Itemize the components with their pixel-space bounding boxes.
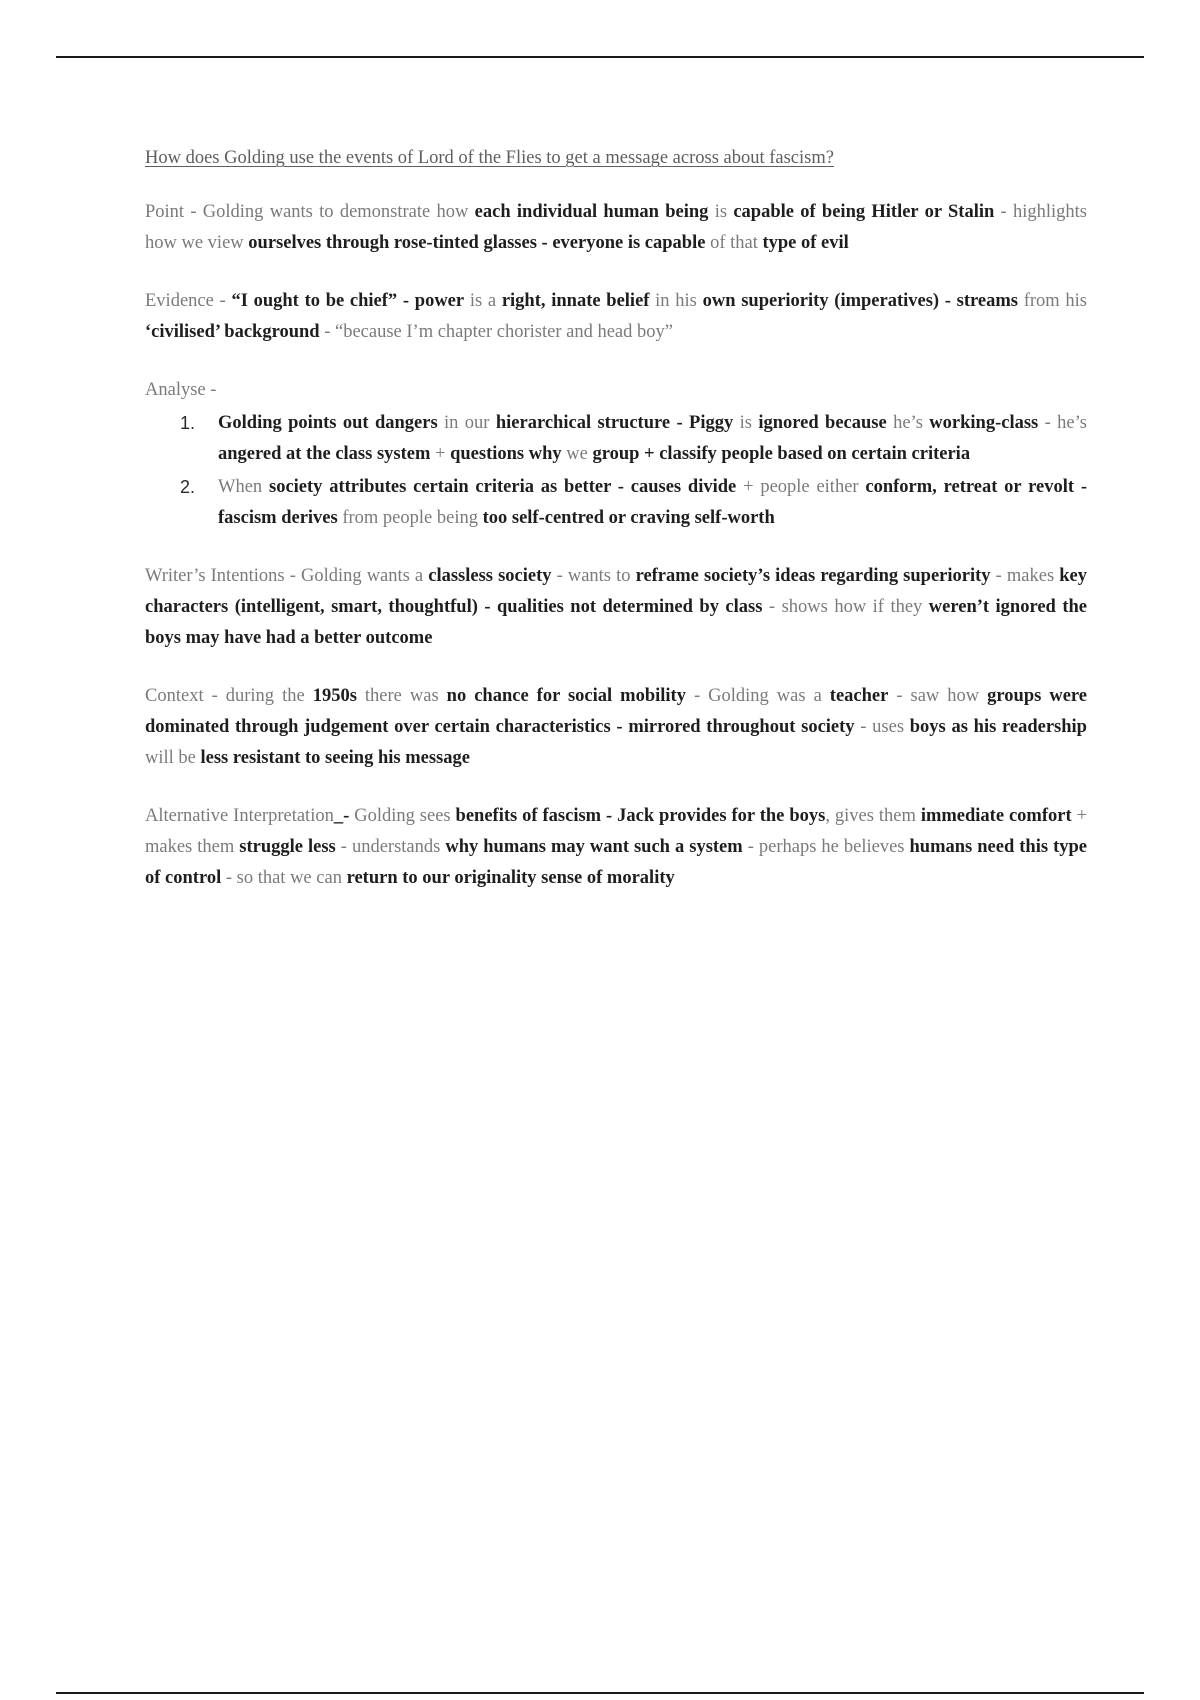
body-text: Evidence - (145, 291, 232, 311)
body-text: - Golding was a (685, 686, 830, 706)
body-text: Golding sees (349, 806, 456, 826)
emphasis-text: ourselves through rose-tinted glasses - everyone is capable (248, 233, 706, 253)
emphasis-text: own superiority (imperatives) - streams (702, 291, 1018, 311)
emphasis-text: return to our originality sense of morality (346, 868, 675, 888)
emphasis-text: weren’t ignored the boys may have had a better outcome (145, 597, 1087, 648)
body-text: Writer’s Intentions - Golding wants a (145, 566, 429, 586)
emphasis-text: struggle less (239, 837, 336, 857)
body-text: is a (464, 291, 502, 311)
point-paragraph (145, 197, 1087, 259)
body-text: - understands (335, 837, 446, 857)
body-text: - wants to (551, 566, 636, 586)
body-text: - highlights how we view (145, 202, 1087, 253)
body-text: Point - Golding wants to demonstrate how (145, 202, 475, 222)
emphasis-text: angered at the class system (218, 444, 431, 464)
body-text: of that (705, 233, 763, 253)
emphasis-text: questions why (450, 444, 562, 464)
body-text: Context - during the (145, 686, 313, 706)
emphasis-text: benefits of fascism - Jack provides for the boys (455, 806, 826, 826)
body-text: will be (145, 748, 201, 768)
emphasis-text: less resistant to seeing his message (200, 748, 470, 768)
body-text: in his (649, 291, 703, 311)
body-text: + makes them (145, 806, 1088, 857)
body-text: from people being (337, 508, 483, 528)
body-text: + (430, 444, 451, 464)
body-text: , gives them (825, 806, 921, 826)
body-text: Alternative Interpretation (145, 806, 334, 826)
emphasis-text: teacher (829, 686, 889, 706)
document-body (145, 145, 1087, 921)
emphasis-text: ‘civilised’ background (145, 322, 320, 342)
body-text: - saw how (888, 686, 988, 706)
body-text: - makes (990, 566, 1060, 586)
emphasis-text: 1950s (312, 686, 357, 706)
body-text: - perhaps he believes (742, 837, 910, 857)
emphasis-text: reframe society’s ideas regarding superiority (635, 566, 991, 586)
body-text: - so that we can (221, 868, 347, 888)
body-text: - shows how if they (762, 597, 929, 617)
emphasis-text: Golding points out dangers (218, 413, 438, 433)
emphasis-text: humans need this type of control (145, 837, 1087, 888)
body-text: there was (356, 686, 447, 706)
emphasis-text: hierarchical structure - Piggy (495, 413, 734, 433)
emphasis-text: “I ought to be chief” - power (231, 291, 465, 311)
context-paragraph (145, 681, 1087, 774)
body-text: from his (1018, 291, 1087, 311)
analyse-item (180, 472, 1087, 534)
emphasis-text: conform, retreat or revolt - fascism derives (218, 477, 1087, 528)
emphasis-text: working-class (929, 413, 1039, 433)
emphasis-text: type of evil (762, 233, 849, 253)
alternative-interpretation-paragraph (145, 801, 1087, 894)
body-text: he’s (886, 413, 930, 433)
list-number: 1. (180, 413, 196, 433)
emphasis-text: right, innate belief (501, 291, 650, 311)
analyse-item (180, 408, 1087, 470)
body-text: + people either (736, 477, 866, 497)
analyse-list (145, 408, 1087, 534)
writers-intentions-paragraph (145, 561, 1087, 654)
essay-title: How does Golding use the events of Lord of the Flies to get a message across about fascism? (145, 148, 834, 168)
body-text: is (708, 202, 734, 222)
body-text: When (218, 477, 269, 497)
emphasis-text: society attributes certain criteria as better - causes divide (269, 477, 737, 497)
body-text: we (561, 444, 593, 464)
emphasis-text: each individual human being (474, 202, 709, 222)
body-text: - he’s (1038, 413, 1087, 433)
bottom-rule (56, 1692, 1144, 1694)
analyse-label: Analyse - (145, 380, 217, 400)
emphasis-text: groups were dominated through judgement over certain characteristics - mirrored throughout society (145, 686, 1087, 737)
top-rule (56, 56, 1144, 58)
evidence-paragraph (145, 286, 1087, 348)
analyse-item-text (218, 477, 1087, 528)
emphasis-text: immediate comfort (920, 806, 1072, 826)
analyse-item-text (218, 413, 1087, 464)
emphasis-text: key characters (intelligent, smart, thoughtful) - qualities not determined by class (145, 566, 1087, 617)
emphasis-text: group + classify people based on certain criteria (592, 444, 971, 464)
emphasis-text: _- (333, 806, 350, 826)
emphasis-text: no chance for social mobility (446, 686, 686, 706)
emphasis-text: capable of being Hitler or Stalin (733, 202, 995, 222)
emphasis-text: classless society (428, 566, 552, 586)
body-text: in our (437, 413, 496, 433)
list-number: 2. (180, 477, 196, 497)
emphasis-text: why humans may want such a system (445, 837, 743, 857)
emphasis-text: too self-centred or craving self-worth (482, 508, 775, 528)
body-text: is (733, 413, 759, 433)
emphasis-text: boys as his readership (909, 717, 1087, 737)
emphasis-text: ignored because (758, 413, 887, 433)
body-text: - “because I’m chapter chorister and head boy” (319, 322, 673, 342)
body-text: - uses (854, 717, 910, 737)
